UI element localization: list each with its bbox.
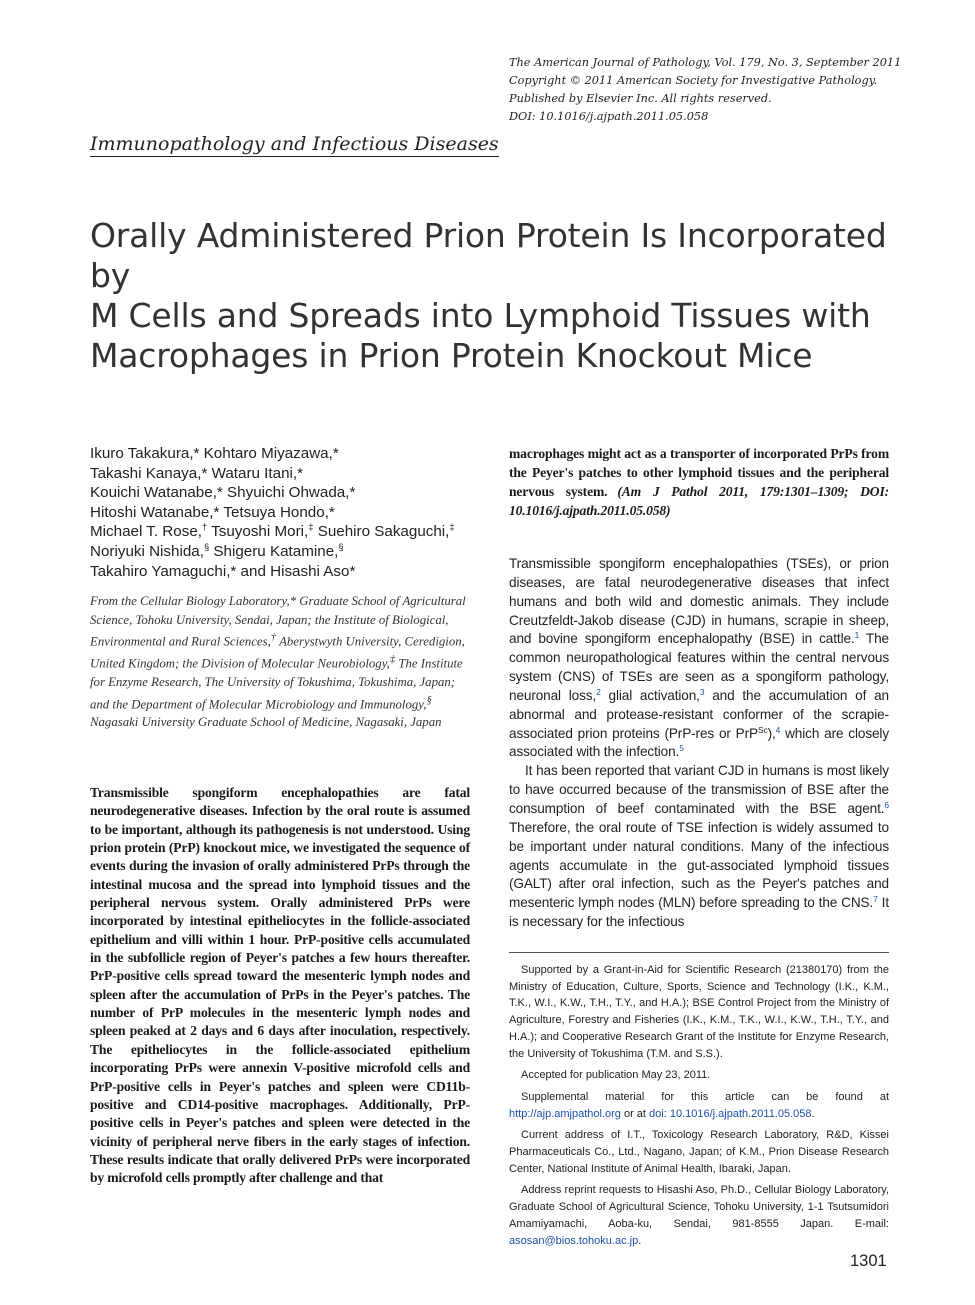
reference-link[interactable]: 5 (679, 743, 684, 754)
reference-link[interactable]: 7 (873, 893, 878, 904)
journal-header (509, 54, 929, 126)
reference-link[interactable]: 3 (699, 686, 705, 697)
reference-link[interactable]: 4 (775, 724, 781, 735)
footnote-divider (509, 952, 889, 953)
article-title (90, 216, 900, 376)
funding-note: Supported by a Grant-in-Aid for Scientific Research (21380170) from the Ministry of Education, Culture, Sports, Science and Technology (I.K., K.M., T.K., W.I., K.W., T.H., T.Y., and H.A.); BSE Control Project from the Ministry of Agriculture, Forestry and Fisheries (I.K., K.M., T.K., W.I., K.W., T.H., T.Y., and H.A.); and Cooperative Research Grant of the Institute for Enzyme Research, the University of Tokushima (T.M. and S.S.). (509, 964, 889, 1060)
author-line: Hitoshi Watanabe,* Tetsuya Hondo,* (90, 503, 335, 521)
abstract: Transmissible spongiform encephalopathies are fatal neurodegenerative diseases. Infection by the oral route is assumed to be important, although its pathogenesis is not understood. Using prion protein (PrP) knockout mice, we investigated the sequence of events during the invasion of orally administered PrPs through the intestinal mucosa and the spread into lymphoid tissues and the peripheral nervous system. Orally administered PrPs were incorporated by intestinal epitheliocytes in the follicle-associated epithelium and villi within 1 hour. PrP-positive cells accumulated in the subfollicle region of Peyer's patches a few hours thereafter. PrP-positive cells spread toward the mesenteric lymph nodes and spleen after the accumulation of PrPs in the Peyer's patches. The number of PrP molecules in the mesenteric lymph nodes and spleen peaked at 2 days and 6 days after inoculation, respectively. The epitheliocytes in the follicle-associated epithelium incorporating PrPs were annexin V-positive microfold cells and PrP-positive cells in Peyer's patches and spleen were CD11b-positive and CD14-positive macrophages. Additionally, PrP-positive cells in Peyer's patches and spleen were detected in the vicinity of peripheral nerve fibers in the early stages of infection. These results indicate that orally delivered PrPs were incorporated by microfold cells promptly after challenge and that (90, 785, 470, 1186)
copyright-line: Copyright © 2011 American Society for Investigative Pathology. (509, 74, 878, 87)
email-link[interactable]: asosan@bios.tohoku.ac.jp (509, 1234, 639, 1247)
publisher-line: Published by Elsevier Inc. All rights reserved. (509, 92, 772, 105)
reprint-note: Address reprint requests to Hisashi Aso, Ph.D., Cellular Biology Laboratory, Graduate School of Agricultural Science, Tohoku University, 1-1 Tsutsumidori Amamiyamachi, Aoba-ku, Sendai, 981-8555 Japan. E-mail: asosan@bios.tohoku.ac.jp. (509, 1184, 889, 1247)
journal-citation-line: The American Journal of Pathology, Vol. 179, No. 3, September 2011 (509, 56, 902, 69)
current-address-note: Current address of I.T., Toxicology Research Laboratory, R&D, Kissei Pharmaceuticals Co., Ltd., Nagano, Japan; of K.M., Prion Disease Research Center, National Institute of Animal Health, Ibaraki, Japan. (509, 1129, 889, 1175)
paragraph: It has been reported that variant CJD in humans is most likely to have occurred because of the transmission of BSE after the consumption of beef contaminated with the BSE agent.$^6$ Therefore, the oral route of TSE infection is widely assumed to be important under natural conditions. Many of the infectious agents accumulate in the gut-associated lymphoid tissues (GALT) after oral infection, such as the Peyer's patches and mesenteric lymph nodes (MLN) before spreading to the CNS.$^7$ It is necessary for the infectious (509, 763, 889, 930)
abstract-citation: (Am J Pathol 2011, 179:1301–1309; DOI: 10.1016/j.ajpath.2011.05.058) (509, 484, 889, 518)
affiliations: From the Cellular Biology Laboratory,* Graduate School of Agricultural Science, Tohoku University, Sendai, Japan; the Institute of Biological, Environmental and Rural Sciences,† Aberystwyth University, Ceredigion, United Kingdom; the Division of Molecular Neurobiology,‡ The Institute for Enzyme Research, The University of Tokushima, Tokushima, Japan; and the Department of Molecular Microbiology and Immunology,§ Nagasaki University Graduate School of Medicine, Nagasaki, Japan (90, 594, 466, 730)
author-line: Kouichi Watanabe,* Shyuichi Ohwada,* (90, 484, 356, 502)
reference-link[interactable]: 2 (596, 686, 601, 697)
author-line: Takashi Kanaya,* Wataru Itani,* (90, 464, 304, 482)
doi-line: DOI: 10.1016/j.ajpath.2011.05.058 (509, 110, 709, 123)
body-text (509, 555, 889, 932)
accepted-note: Accepted for publication May 23, 2011. (521, 1069, 711, 1082)
paragraph: Transmissible spongiform encephalopathies (TSEs), or prion diseases, are fatal neurodegenerative diseases that infect humans and both wild and domestic animals. They include Creutzfeldt-Jakob disease (CJD) in humans, scrapie in sheep, and bovine spongiform encephalopathy (BSE) in cattle.$^1$ The common neuropathological features within the central nervous system (CNS) of TSEs are seen as a spongiform pathology, neuronal loss,$^2$ glial activation,$^3$ and the accumulation of an abnormal and protease-resistant conformer of the scrapie-associated prion proteins (PrP-res or PrP$^{Sc}$),$^4$ which are closely associated with the infection.$^5$ (509, 556, 890, 760)
doi-link[interactable]: doi: 10.1016/j.ajpath.2011.05.058 (649, 1107, 812, 1120)
author-line: Ikuro Takakura,* Kohtaro Miyazawa,* (90, 445, 339, 462)
page-number: 1301 (850, 1252, 887, 1270)
author-list (90, 444, 480, 581)
title-line-2: M Cells and Spreads into Lymphoid Tissues with (90, 296, 871, 335)
author-line: Michael T. Rose,† Tsuyoshi Mori,‡ Suehiro Sakaguchi,‡ (90, 521, 455, 541)
title-line-3: Macrophages in Prion Protein Knockout Mice (90, 336, 813, 375)
footnotes (509, 962, 889, 1254)
section-heading: Immunopathology and Infectious Diseases (90, 133, 499, 155)
supplemental-note: Supplemental material for this article can be found at http://ajp.amjpathol.org or at doi: 10.1016/j.ajpath.2011.05.058. (509, 1090, 889, 1120)
reference-link[interactable]: 6 (884, 799, 889, 810)
supplemental-link[interactable]: http://ajp.amjpathol.org (509, 1107, 621, 1120)
title-line-1: Orally Administered Prion Protein Is Incorporated by (90, 216, 887, 295)
author-line: Noriyuki Nishida,§ Shigeru Katamine,§ (90, 541, 344, 560)
abstract-continued: macrophages might act as a transporter of incorporated PrPs from the Peyer's patches to other lymphoid tissues and the peripheral nervous system. (Am J Pathol 2011, 179:1301–1309; DOI: 10.1016/j.ajpath.2011.05.058) (509, 446, 889, 518)
author-line: Takahiro Yamaguchi,* and Hisashi Aso* (90, 562, 356, 580)
reference-link[interactable]: 1 (854, 630, 860, 641)
